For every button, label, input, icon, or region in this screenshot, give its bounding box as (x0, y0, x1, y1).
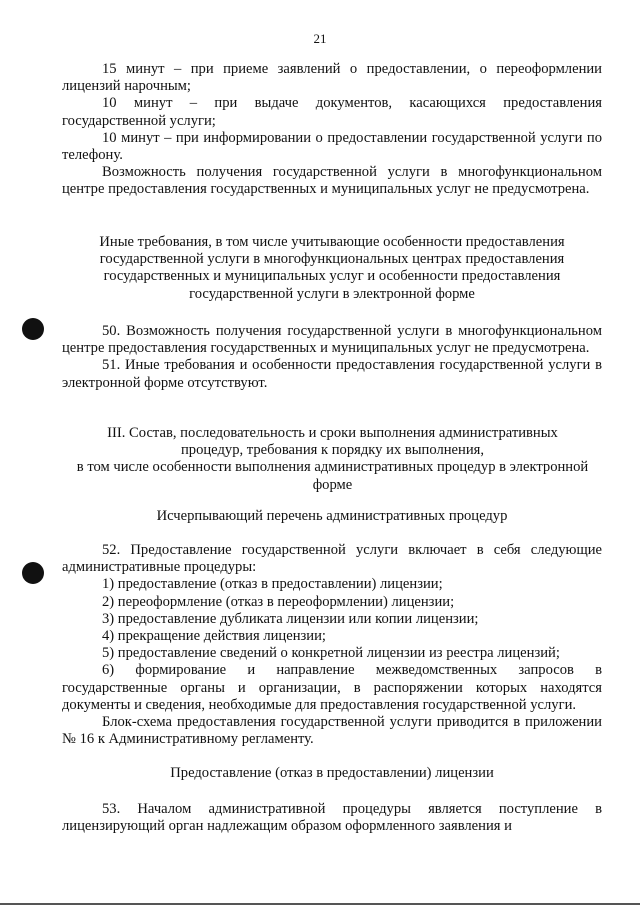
punch-hole (22, 562, 44, 584)
section-heading: Предоставление (отказ в предоставлении) лицензии (170, 765, 494, 781)
paragraph: Блок-схема предоставления государственной услуги приводится в приложении № 16 к Административному регламенту. (62, 714, 602, 748)
list-item: 3) предоставление дубликата лицензии или копии лицензии; (102, 610, 479, 627)
list-item: 4) прекращение действия лицензии; (102, 628, 326, 645)
section-heading: Иные требования, в том числе учитывающие особенности предоставления государственной услуги в многофункциональных центрах предоставления государственных и муниципальных услуг и особенности предоставления государственной услуги в электронной форме (99, 234, 565, 302)
other-requirements-block (62, 323, 602, 392)
paragraph: 51. Иные требования и особенности предоставления государственной услуги в электронной форме отсутствуют. (62, 357, 602, 391)
section-heading-line: процедур, требования к порядку их выполнения, (180, 442, 485, 459)
procedures-block (62, 542, 602, 748)
section-heading: Исчерпывающий перечень административных процедур (156, 508, 508, 524)
section-heading-line: форме (312, 476, 353, 493)
paragraph: 52. Предоставление государственной услуги включает в себя следующие административные процедуры: (62, 542, 602, 576)
paragraph: 15 минут – при приеме заявлений о предоставлении, о переоформлении лицензий нарочным; (62, 61, 602, 95)
section-3-heading (55, 425, 610, 494)
list-item: 2) переоформление (отказ в переоформлении) лицензии; (102, 593, 455, 610)
paragraph: 53. Началом административной процедуры является поступление в лицензирующий орган надлежащим образом оформленного заявления и (62, 801, 602, 835)
section-heading-line: в том числе особенности выполнения административных процедур в электронной (76, 459, 589, 476)
list-item: 1) предоставление (отказ в предоставлении) лицензии; (102, 576, 443, 593)
paragraph: 50. Возможность получения государственной услуги в многофункциональном центре предоставления государственных и муниципальных услуг не предусмотрена. (62, 323, 602, 357)
punch-hole (22, 318, 44, 340)
paragraph: 10 минут – при выдаче документов, касающихся предоставления государственной услуги; (62, 95, 602, 129)
license-grant-block (62, 801, 602, 835)
heading-other-requirements (82, 234, 582, 303)
section-heading-line: III. Состав, последовательность и сроки выполнения административных (107, 425, 558, 441)
heading-procedure-list (62, 508, 602, 525)
page-number: 21 (313, 31, 327, 46)
paragraph: Возможность получения государственной услуги в многофункциональном центре предоставления государственных и муниципальных услуг не предусмотрена. (62, 164, 602, 198)
paragraph: 10 минут – при информировании о предоставлении государственной услуги по телефону. (62, 129, 602, 164)
heading-license-grant (62, 765, 602, 782)
waiting-times-block (62, 61, 602, 199)
list-item: 6) формирование и направление межведомственных запросов в государственные органы и организации, в распоряжении которых находятся документы и сведения, необходимые для предоставления государственной услуги. (62, 662, 602, 713)
list-item: 5) предоставление сведений о конкретной лицензии из реестра лицензий; (102, 645, 560, 662)
